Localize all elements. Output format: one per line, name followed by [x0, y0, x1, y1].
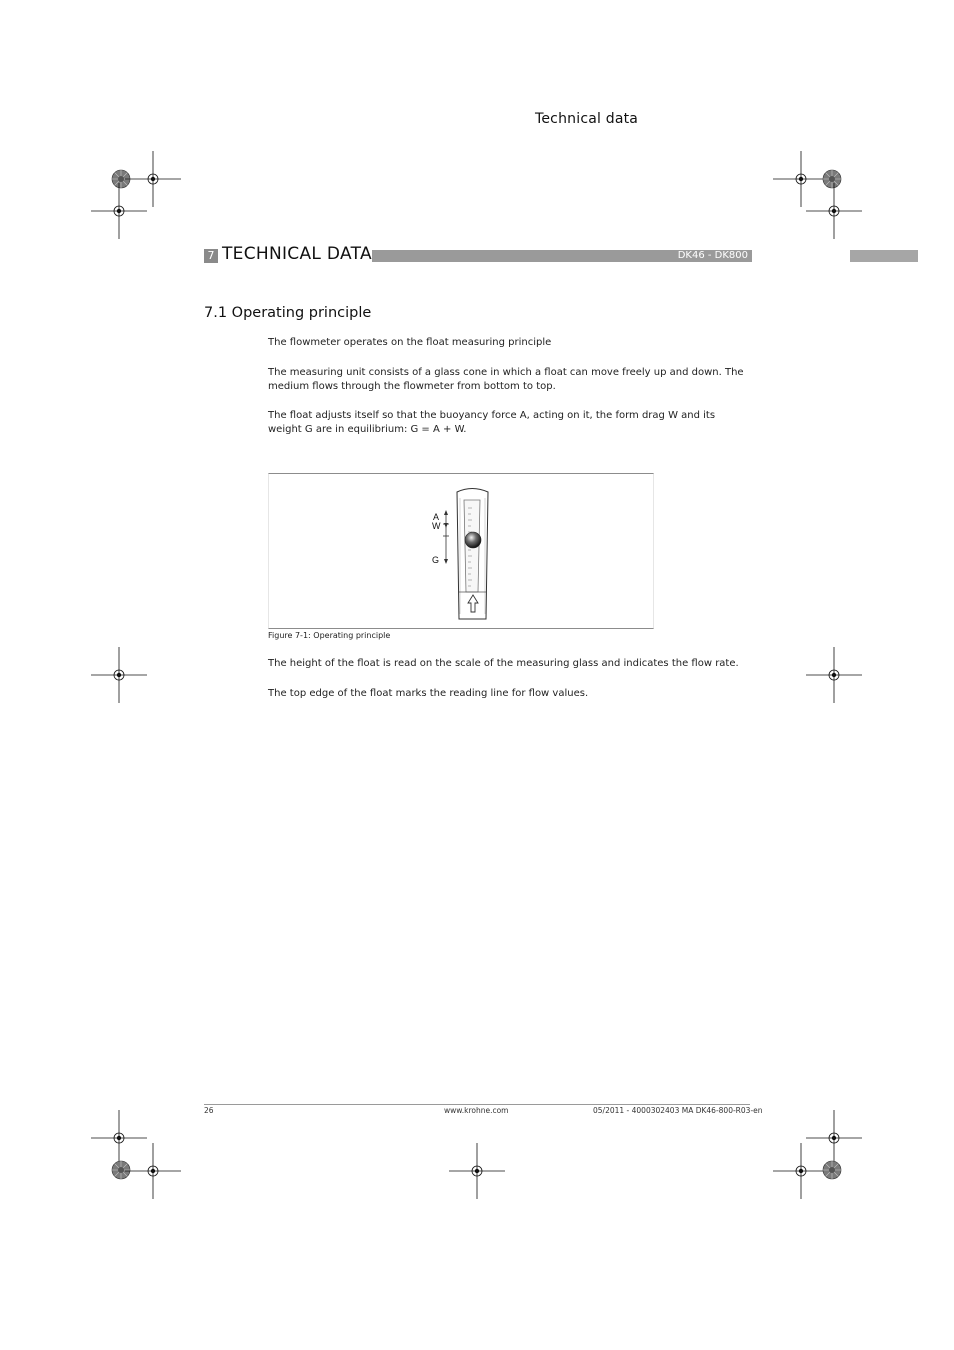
registration-mark-icon	[773, 151, 829, 207]
chapter-title: TECHNICAL DATA	[222, 244, 372, 264]
color-wheel-icon	[112, 1161, 130, 1179]
paragraph-measuring-unit: The measuring unit consists of a glass cone in which a float can move freely up and down. The medium flows through the flowmeter from bottom to top.	[268, 367, 744, 392]
paragraph-principle: The flowmeter operates on the float measuring principle	[268, 337, 552, 348]
running-header-title: Technical data	[535, 111, 639, 127]
registration-mark-icon	[449, 1143, 505, 1199]
page-number: 26	[204, 1106, 214, 1115]
color-wheel-icon	[823, 170, 841, 188]
paragraph-flow-rate: The height of the float is read on the scale of the measuring glass and indicates the flow rate.	[268, 658, 739, 669]
label-a: A	[433, 512, 440, 522]
registration-mark-icon	[91, 183, 147, 239]
chapter-product-label: DK46 - DK800	[677, 250, 748, 261]
registration-mark-icon	[91, 1110, 147, 1166]
registration-mark-icon	[806, 1110, 862, 1166]
registration-mark-icon	[806, 647, 862, 703]
color-wheel-icon	[823, 1161, 841, 1179]
label-g: G	[432, 555, 440, 565]
paragraph-equilibrium: The float adjusts itself so that the buoyancy force A, acting on it, the form drag W and its weight G are in equilibrium: G = A + W.	[268, 410, 716, 435]
registration-mark-icon	[806, 183, 862, 239]
label-w: W	[432, 521, 441, 531]
figure-caption: Figure 7-1: Operating principle	[268, 631, 391, 640]
registration-mark-icon	[125, 151, 181, 207]
chapter-number: 7	[204, 249, 218, 263]
footer-website: www.krohne.com	[444, 1106, 509, 1115]
footer-doc-code: 05/2011 - 4000302403 MA DK46-800-R03-en	[593, 1106, 763, 1115]
section-title: 7.1 Operating principle	[204, 305, 372, 321]
registration-mark-icon	[773, 1143, 829, 1199]
registration-mark-icon	[91, 647, 147, 703]
registration-mark-icon	[125, 1143, 181, 1199]
paragraph-reading-line: The top edge of the float marks the reading line for flow values.	[268, 688, 589, 699]
